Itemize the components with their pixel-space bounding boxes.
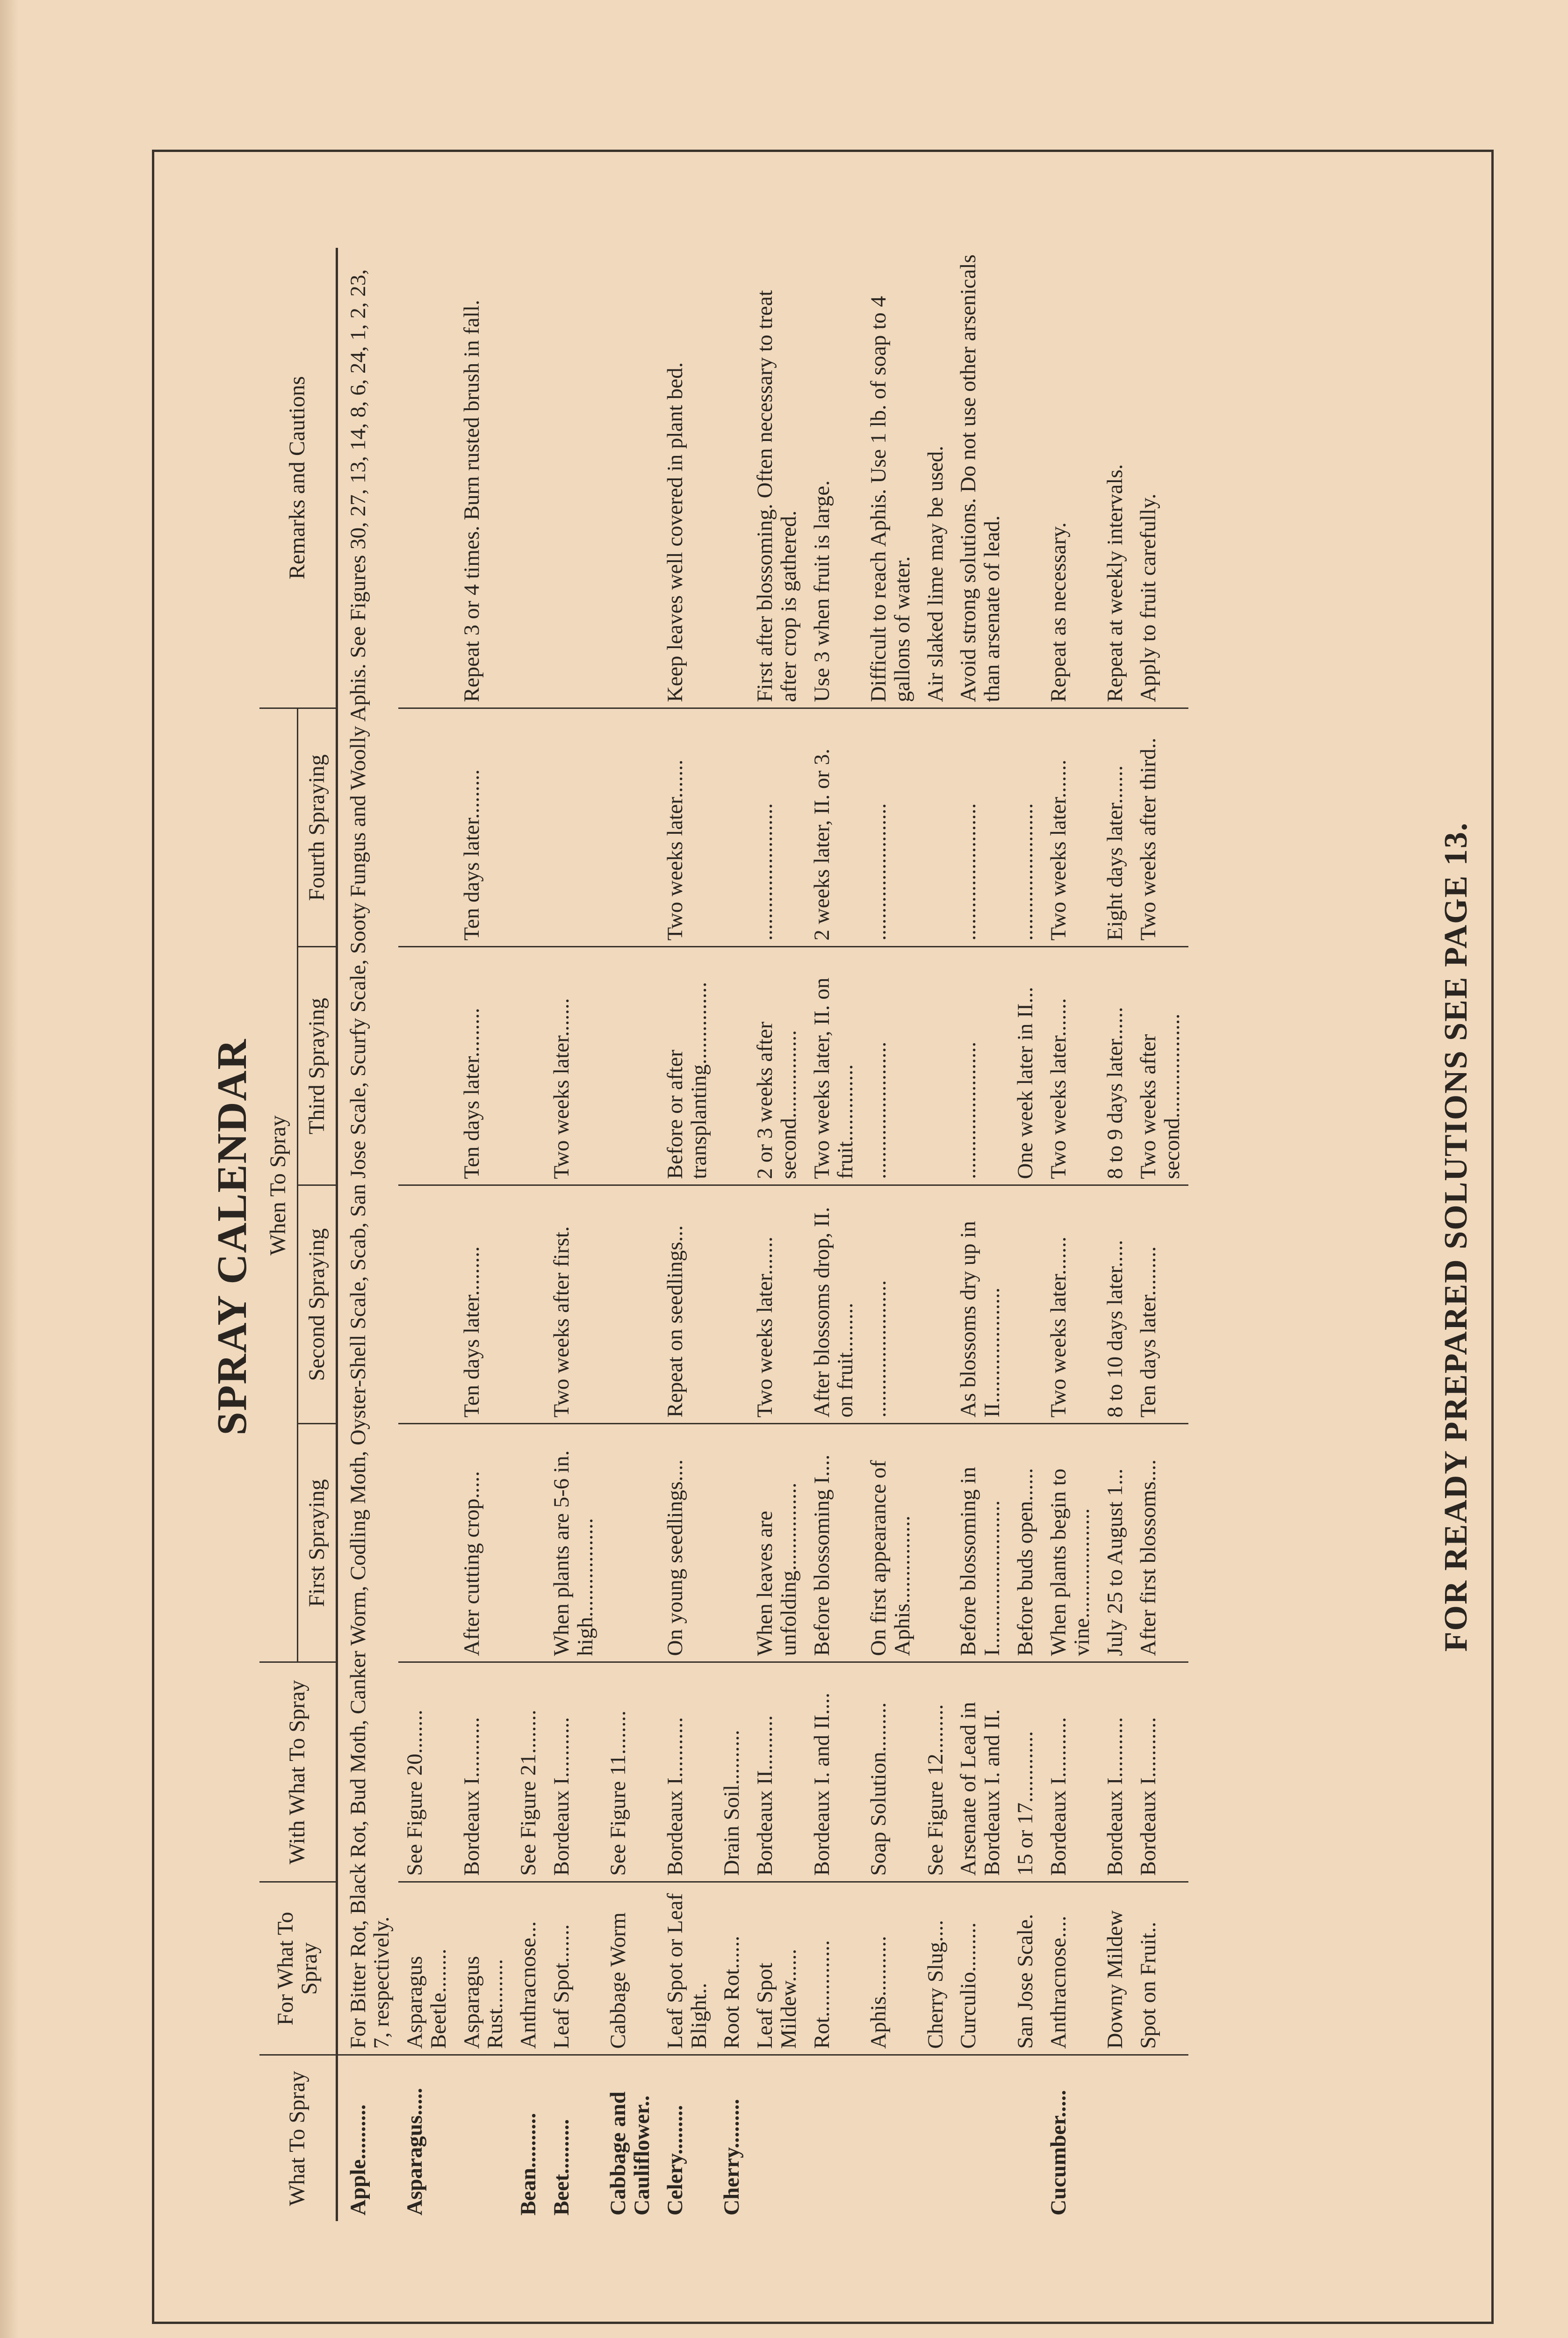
material-cell: See Figure 20........ <box>398 1662 455 1882</box>
second-spraying-cell: 8 to 10 days later..... <box>1099 1185 1132 1424</box>
material-cell: Bordeaux I........... <box>1132 1662 1189 1882</box>
page-edge <box>0 0 19 2338</box>
table-row <box>806 248 863 2221</box>
pest-cell: Leaf Spot or Leaf Blight.. <box>659 1882 716 2055</box>
material-cell: Bordeaux I........... <box>455 1662 512 1882</box>
header-remarks: Remarks and Cautions <box>259 248 337 708</box>
material-cell: 15 or 17............. <box>1009 1662 1042 1882</box>
fourth-spraying-cell <box>715 708 748 947</box>
second-spraying-cell <box>602 1185 659 1424</box>
pest-cell: San Jose Scale. <box>1009 1882 1042 2055</box>
second-spraying-cell: Two weeks later....... <box>748 1185 806 1424</box>
third-spraying-cell <box>398 947 455 1185</box>
table-row <box>862 248 919 2221</box>
material-cell: See Figure 12......... <box>919 1662 952 1882</box>
first-spraying-cell: Before blossoming in I........................... <box>952 1424 1009 1662</box>
first-spraying-cell: July 25 to August 1... <box>1099 1424 1132 1662</box>
crop-cell <box>806 2055 863 2221</box>
third-spraying-cell: Two weeks later....... <box>545 947 602 1185</box>
material-cell: See Figure 11........ <box>602 1662 659 1882</box>
crop-cell: Cucumber..... <box>1046 2090 1071 2215</box>
first-spraying-cell <box>919 1424 952 1662</box>
crop-cell: Bean.......... <box>516 2113 541 2215</box>
third-spraying-cell: 2 or 3 weeks after second................ <box>748 947 806 1185</box>
third-spraying-cell <box>919 947 952 1185</box>
material-cell: Bordeaux I........... <box>1042 1662 1099 1882</box>
pest-cell: Cherry Slug.... <box>919 1882 952 2055</box>
remarks-cell <box>1009 248 1042 708</box>
first-spraying-cell: When plants are 5-6 in. high.................. <box>545 1424 602 1662</box>
pest-cell: Anthracnose... <box>512 1882 545 2055</box>
remarks-cell: Avoid strong solutions. Do not use other arsenicals than arsenate of lead. <box>952 248 1009 708</box>
fourth-spraying-cell: ......................... <box>1009 708 1042 947</box>
third-spraying-cell: Two weeks later, II. on fruit.............. <box>806 947 863 1185</box>
page-title: SPRAY CALENDAR <box>209 1038 255 1436</box>
third-spraying-cell: ......................... <box>862 947 919 1185</box>
second-spraying-cell <box>715 1185 748 1424</box>
fourth-spraying-cell: Two weeks later....... <box>659 708 716 947</box>
rotated-content <box>154 152 1491 2322</box>
remarks-cell: First after blossoming. Often necessary to treat after crop is gathered. <box>748 248 806 708</box>
apple-note: For Bitter Rot, Black Rot, Bud Moth, Canker Worm, Codling Moth, Oyster-Shell Scale, Scab, San Jose Scale, Scurfy Scale, Sooty Fungus and Woolly Aphis. See Figures 30, 27, 13, 14, 8, 6, 24, 1, 2, 23, 7, respectively. <box>337 248 398 2055</box>
spray-calendar-table <box>259 248 1188 2221</box>
header-fourth: Fourth Spraying <box>297 708 337 947</box>
header-for-what: For What To Spray <box>259 1882 337 2055</box>
fourth-spraying-cell <box>919 708 952 947</box>
second-spraying-cell: ......................... <box>862 1185 919 1424</box>
crop-cell: Celery......... <box>662 2105 687 2215</box>
third-spraying-cell: Two weeks after second................... <box>1132 947 1189 1185</box>
first-spraying-cell <box>715 1424 748 1662</box>
first-spraying-cell: On first appearance of Aphis................ <box>862 1424 919 1662</box>
table-row <box>455 248 512 2221</box>
remarks-cell: Repeat at weekly intervals. <box>1099 248 1132 708</box>
crop-cell <box>748 2055 806 2221</box>
crop-cell <box>1132 2055 1189 2221</box>
pest-cell: Asparagus Beetle........ <box>398 1882 455 2055</box>
material-cell: Soap Solution......... <box>862 1662 919 1882</box>
remarks-cell: Repeat 3 or 4 times. Burn rusted brush in fall. <box>455 248 512 708</box>
header-with-what: With What To Spray <box>259 1662 337 1882</box>
fourth-spraying-cell: Ten days later......... <box>455 708 512 947</box>
pest-cell: Aphis........... <box>862 1882 919 2055</box>
crop-cell <box>455 2055 512 2221</box>
table-row <box>1009 248 1042 2221</box>
pest-cell: Cabbage Worm <box>602 1882 659 2055</box>
third-spraying-cell <box>512 947 545 1185</box>
second-spraying-cell <box>398 1185 455 1424</box>
remarks-cell: Air slaked lime may be used. <box>919 248 952 708</box>
first-spraying-cell: When plants begin to vine.................... <box>1042 1424 1099 1662</box>
header-second: Second Spraying <box>297 1185 337 1424</box>
fourth-spraying-cell: Two weeks after third.. <box>1132 708 1189 947</box>
first-spraying-cell: On young seedlings.... <box>659 1424 716 1662</box>
first-spraying-cell: After first blossoms.... <box>1132 1424 1189 1662</box>
third-spraying-cell: ......................... <box>952 947 1009 1185</box>
first-spraying-cell: Before buds open...... <box>1009 1424 1042 1662</box>
table-row <box>398 248 455 2221</box>
third-spraying-cell <box>602 947 659 1185</box>
crop-cell <box>862 2055 919 2221</box>
first-spraying-cell: Before blossoming I.... <box>806 1424 863 1662</box>
table-row <box>715 248 748 2221</box>
fourth-spraying-cell: ......................... <box>952 708 1009 947</box>
pest-cell: Curculio......... <box>952 1882 1009 2055</box>
remarks-cell: Use 3 when fruit is large. <box>806 248 863 708</box>
second-spraying-cell: Two weeks after first. <box>545 1185 602 1424</box>
third-spraying-cell: One week later in II... <box>1009 947 1042 1185</box>
fourth-spraying-cell <box>398 708 455 947</box>
pest-cell: Spot on Fruit.. <box>1132 1882 1189 2055</box>
material-cell: Bordeaux I........... <box>659 1662 716 1882</box>
remarks-cell <box>545 248 602 708</box>
second-spraying-cell: Repeat on seedlings... <box>659 1185 716 1424</box>
pest-cell: Leaf Spot....... <box>545 1882 602 2055</box>
material-cell: Bordeaux II.......... <box>748 1662 806 1882</box>
header-when: When To Spray <box>259 708 297 1662</box>
first-spraying-cell <box>602 1424 659 1662</box>
remarks-cell: Difficult to reach Aphis. Use 1 lb. of soap to 4 gallons of water. <box>862 248 919 708</box>
first-spraying-cell <box>512 1424 545 1662</box>
table-row <box>1132 248 1189 2221</box>
material-cell: Bordeaux I. and II.... <box>806 1662 863 1882</box>
remarks-cell: Apply to fruit carefully. <box>1132 248 1189 708</box>
table-row <box>1099 248 1132 2221</box>
pest-cell: Rot.............. <box>806 1882 863 2055</box>
pest-cell: Downy Mildew <box>1099 1882 1132 2055</box>
third-spraying-cell: 8 to 9 days later...... <box>1099 947 1132 1185</box>
material-cell: Bordeaux I........... <box>545 1662 602 1882</box>
crop-cell <box>952 2055 1009 2221</box>
footer-note: FOR READY PREPARED SOLUTIONS SEE PAGE 13. <box>1438 822 1474 1652</box>
table-row <box>748 248 806 2221</box>
fourth-spraying-cell <box>512 708 545 947</box>
table-row <box>1042 248 1099 2221</box>
table-row <box>919 248 952 2221</box>
material-cell: Drain Soil.......... <box>715 1662 748 1882</box>
fourth-spraying-cell: Two weeks later....... <box>1042 708 1099 947</box>
table-row <box>545 248 602 2221</box>
second-spraying-cell: After blossoms drop, II. on fruit......... <box>806 1185 863 1424</box>
pest-cell: Anthracnose.... <box>1042 1882 1099 2055</box>
fourth-spraying-cell: ......................... <box>862 708 919 947</box>
header-third: Third Spraying <box>297 947 337 1185</box>
remarks-cell: Keep leaves well covered in plant bed. <box>659 248 716 708</box>
header-first: First Spraying <box>297 1424 337 1662</box>
third-spraying-cell: Ten days later......... <box>455 947 512 1185</box>
remarks-cell <box>715 248 748 708</box>
table-row <box>512 248 545 2221</box>
first-spraying-cell: When leaves are unfolding................ <box>748 1424 806 1662</box>
crop-cell: Apple.......... <box>345 2104 370 2215</box>
crop-cell <box>1099 2055 1132 2221</box>
fourth-spraying-cell <box>602 708 659 947</box>
header-what: What To Spray <box>259 2055 337 2221</box>
crop-cell: Cabbage and Cauliflower.. <box>606 2091 655 2215</box>
crop-cell <box>1009 2055 1042 2221</box>
second-spraying-cell: Two weeks later....... <box>1042 1185 1099 1424</box>
remarks-cell <box>602 248 659 708</box>
table-row <box>602 248 659 2221</box>
material-cell: See Figure 21........ <box>512 1662 545 1882</box>
second-spraying-cell: Ten days later......... <box>455 1185 512 1424</box>
third-spraying-cell: Two weeks later....... <box>1042 947 1099 1185</box>
crop-cell: Asparagus..... <box>403 2088 427 2215</box>
remarks-cell <box>512 248 545 708</box>
table-row-apple <box>337 248 398 2221</box>
material-cell: Bordeaux I........... <box>1099 1662 1132 1882</box>
fourth-spraying-cell <box>545 708 602 947</box>
pest-cell: Root Rot...... <box>715 1882 748 2055</box>
fourth-spraying-cell: ......................... <box>748 708 806 947</box>
crop-cell <box>919 2055 952 2221</box>
remarks-cell <box>398 248 455 708</box>
fourth-spraying-cell: 2 weeks later, II. or 3. <box>806 708 863 947</box>
first-spraying-cell <box>398 1424 455 1662</box>
second-spraying-cell: As blossoms dry up in II..................... <box>952 1185 1009 1424</box>
crop-cell: Beet.......... <box>549 2119 574 2215</box>
second-spraying-cell <box>1009 1185 1042 1424</box>
second-spraying-cell: Ten days later......... <box>1132 1185 1189 1424</box>
second-spraying-cell <box>512 1185 545 1424</box>
table-row <box>952 248 1009 2221</box>
remarks-cell: Repeat as necessary. <box>1042 248 1099 708</box>
material-cell: Arsenate of Lead in Bordeaux I. and II. <box>952 1662 1009 1882</box>
table-row <box>659 248 716 2221</box>
fourth-spraying-cell: Eight days later....... <box>1099 708 1132 947</box>
first-spraying-cell: After cutting crop..... <box>455 1424 512 1662</box>
second-spraying-cell <box>919 1185 952 1424</box>
crop-cell: Cherry......... <box>719 2099 744 2215</box>
pest-cell: Asparagus Rust......... <box>455 1882 512 2055</box>
page-frame <box>152 150 1494 2324</box>
pest-cell: Leaf Spot Mildew...... <box>748 1882 806 2055</box>
third-spraying-cell <box>715 947 748 1185</box>
third-spraying-cell: Before or after transplanting............... <box>659 947 716 1185</box>
